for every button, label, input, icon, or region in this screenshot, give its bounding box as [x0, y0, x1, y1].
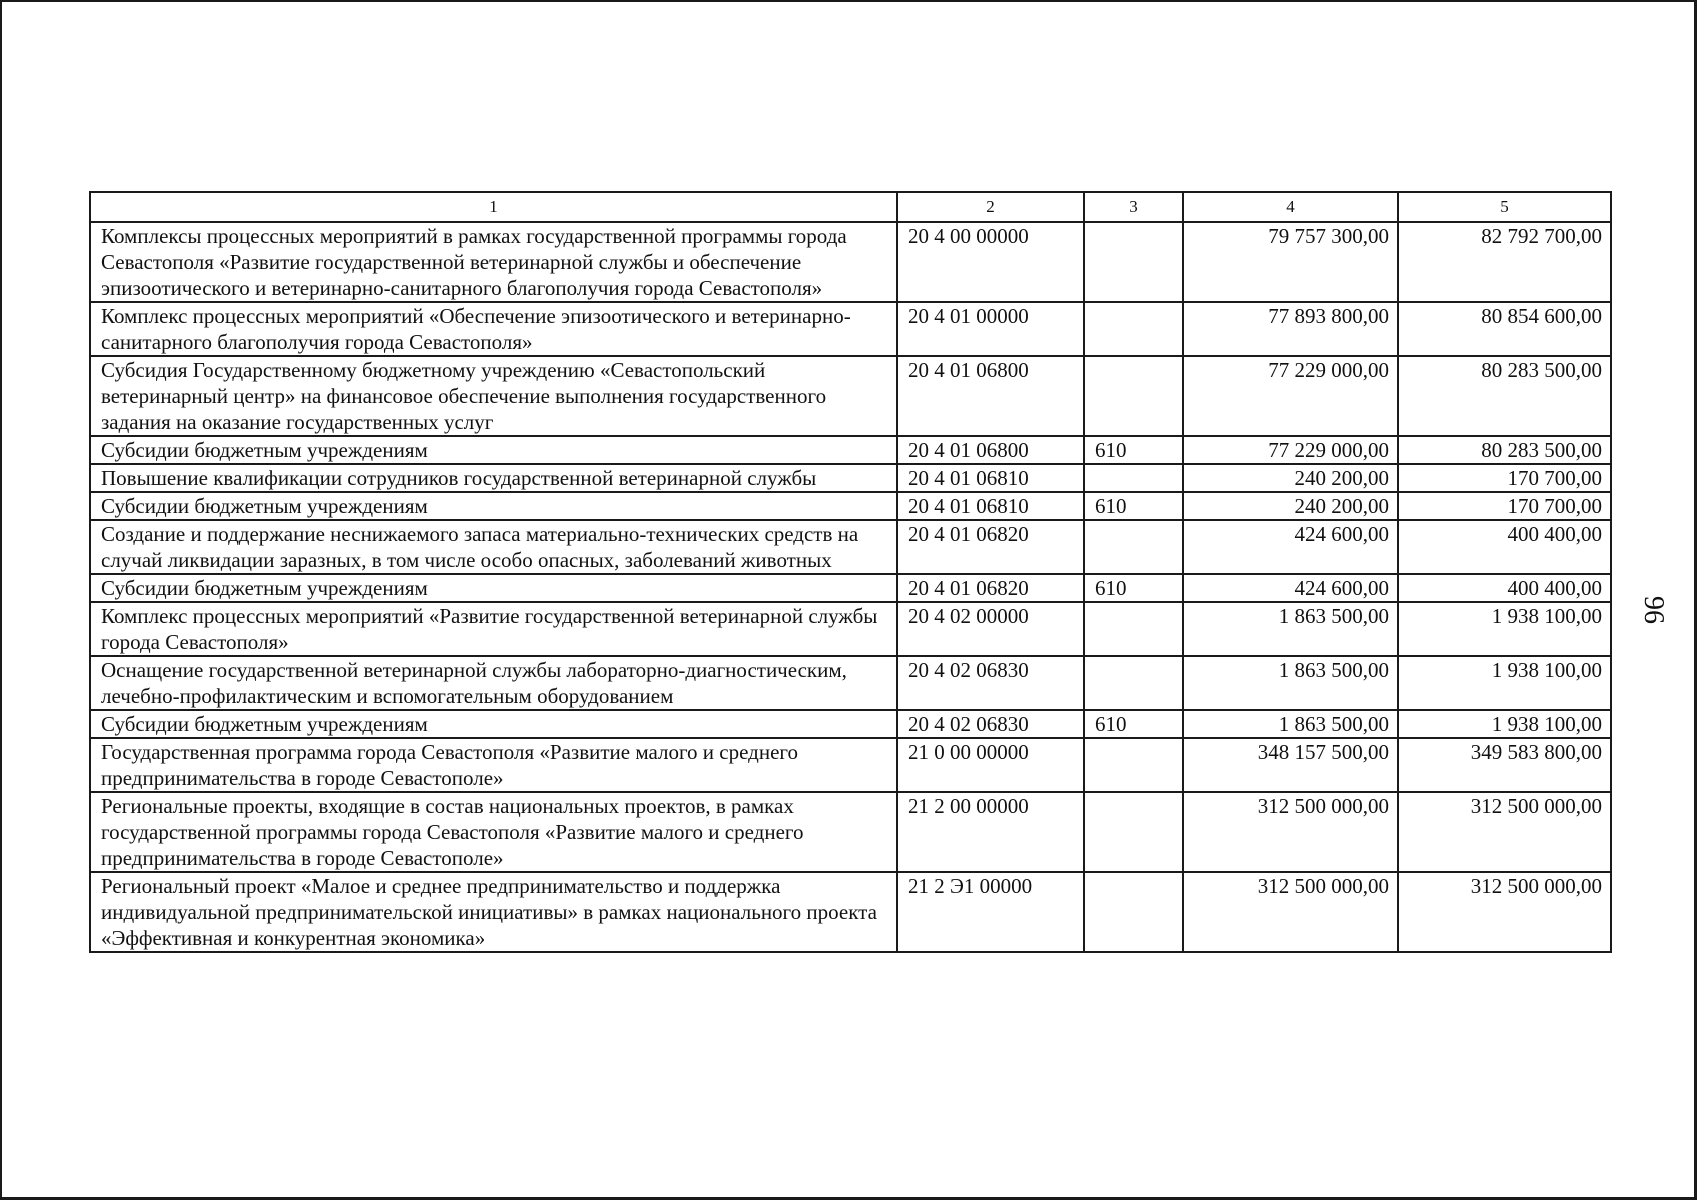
table-row — [90, 792, 1611, 872]
row-sum-2025-cell: 312 500 000,00 — [1398, 872, 1611, 952]
row-name-cell: Государственная программа города Севастополя «Развитие малого и среднего предпринимательства в городе Севастополе» — [90, 738, 897, 792]
row-code-cell: 20 4 00 00000 — [897, 222, 1084, 302]
table-row — [90, 464, 1611, 492]
row-sum-2024-cell: 77 893 800,00 — [1183, 302, 1398, 356]
row-vr-cell — [1084, 356, 1183, 436]
row-vr-cell — [1084, 872, 1183, 952]
row-vr-cell: 610 — [1084, 436, 1183, 464]
row-name-cell: Комплекс процессных мероприятий «Развитие государственной ветеринарной службы города Севастополя» — [90, 602, 897, 656]
row-vr-cell — [1084, 792, 1183, 872]
row-code-cell: 20 4 01 06810 — [897, 492, 1084, 520]
row-sum-2025-cell: 312 500 000,00 — [1398, 792, 1611, 872]
header-col-2: 2 — [897, 192, 1084, 222]
row-vr-cell — [1084, 602, 1183, 656]
row-vr-cell: 610 — [1084, 710, 1183, 738]
row-vr-cell: 610 — [1084, 492, 1183, 520]
row-code-cell: 20 4 02 06830 — [897, 710, 1084, 738]
row-name-cell: Повышение квалификации сотрудников государственной ветеринарной службы — [90, 464, 897, 492]
row-sum-2025-cell: 349 583 800,00 — [1398, 738, 1611, 792]
table-row — [90, 520, 1611, 574]
row-sum-2025-cell: 1 938 100,00 — [1398, 656, 1611, 710]
row-code-cell: 20 4 01 06800 — [897, 356, 1084, 436]
row-sum-2024-cell: 77 229 000,00 — [1183, 356, 1398, 436]
row-sum-2024-cell: 1 863 500,00 — [1183, 602, 1398, 656]
table-row — [90, 436, 1611, 464]
page-number: 96 — [1638, 596, 1669, 624]
table-header-row — [90, 192, 1611, 222]
row-sum-2024-cell: 1 863 500,00 — [1183, 656, 1398, 710]
row-name-cell: Субсидия Государственному бюджетному учреждению «Севастопольский ветеринарный центр» на финансовое обеспечение выполнения государственного задания на оказание государственных услуг — [90, 356, 897, 436]
row-code-cell: 21 2 Э1 00000 — [897, 872, 1084, 952]
table-row — [90, 302, 1611, 356]
row-sum-2025-cell: 170 700,00 — [1398, 492, 1611, 520]
row-sum-2024-cell: 240 200,00 — [1183, 464, 1398, 492]
row-sum-2024-cell: 424 600,00 — [1183, 520, 1398, 574]
table-row — [90, 738, 1611, 792]
row-sum-2024-cell: 312 500 000,00 — [1183, 872, 1398, 952]
table-row — [90, 356, 1611, 436]
row-sum-2024-cell: 312 500 000,00 — [1183, 792, 1398, 872]
row-name-cell: Субсидии бюджетным учреждениям — [90, 574, 897, 602]
row-vr-cell — [1084, 222, 1183, 302]
row-vr-cell — [1084, 464, 1183, 492]
row-code-cell: 20 4 01 06820 — [897, 574, 1084, 602]
row-name-cell: Создание и поддержание неснижаемого запаса материально-технических средств на случай ликвидации заразных, в том числе особо опасных, заболеваний животных — [90, 520, 897, 574]
row-vr-cell — [1084, 656, 1183, 710]
row-sum-2025-cell: 400 400,00 — [1398, 574, 1611, 602]
row-sum-2025-cell: 80 283 500,00 — [1398, 436, 1611, 464]
row-sum-2025-cell: 80 854 600,00 — [1398, 302, 1611, 356]
row-name-cell: Субсидии бюджетным учреждениям — [90, 436, 897, 464]
row-code-cell: 20 4 02 06830 — [897, 656, 1084, 710]
row-sum-2025-cell: 1 938 100,00 — [1398, 710, 1611, 738]
row-sum-2024-cell: 348 157 500,00 — [1183, 738, 1398, 792]
table-row — [90, 574, 1611, 602]
table-row — [90, 872, 1611, 952]
table-row — [90, 656, 1611, 710]
row-name-cell: Субсидии бюджетным учреждениям — [90, 492, 897, 520]
row-sum-2025-cell: 80 283 500,00 — [1398, 356, 1611, 436]
row-sum-2024-cell: 240 200,00 — [1183, 492, 1398, 520]
table-body — [90, 222, 1611, 952]
row-vr-cell — [1084, 520, 1183, 574]
budget-table — [89, 191, 1612, 953]
row-name-cell: Комплекс процессных мероприятий «Обеспечение эпизоотического и ветеринарно-санитарного благополучия города Севастополя» — [90, 302, 897, 356]
table-row — [90, 602, 1611, 656]
row-sum-2024-cell: 77 229 000,00 — [1183, 436, 1398, 464]
row-code-cell: 21 0 00 00000 — [897, 738, 1084, 792]
row-code-cell: 20 4 01 06800 — [897, 436, 1084, 464]
row-code-cell: 20 4 01 06820 — [897, 520, 1084, 574]
header-col-4: 4 — [1183, 192, 1398, 222]
header-col-3: 3 — [1084, 192, 1183, 222]
row-code-cell: 20 4 01 00000 — [897, 302, 1084, 356]
row-code-cell: 21 2 00 00000 — [897, 792, 1084, 872]
row-name-cell: Субсидии бюджетным учреждениям — [90, 710, 897, 738]
row-vr-cell — [1084, 738, 1183, 792]
row-name-cell: Региональный проект «Малое и среднее предпринимательство и поддержка индивидуальной предпринимательской инициативы» в рамках национального проекта «Эффективная и конкурентная экономика» — [90, 872, 897, 952]
row-vr-cell: 610 — [1084, 574, 1183, 602]
header-col-1: 1 — [90, 192, 897, 222]
row-code-cell: 20 4 02 00000 — [897, 602, 1084, 656]
row-sum-2024-cell: 424 600,00 — [1183, 574, 1398, 602]
row-name-cell: Региональные проекты, входящие в состав национальных проектов, в рамках государственной программы города Севастополя «Развитие малого и среднего предпринимательства в городе Севастополе» — [90, 792, 897, 872]
row-vr-cell — [1084, 302, 1183, 356]
row-sum-2025-cell: 82 792 700,00 — [1398, 222, 1611, 302]
table-row — [90, 492, 1611, 520]
table-row — [90, 222, 1611, 302]
row-sum-2024-cell: 1 863 500,00 — [1183, 710, 1398, 738]
row-name-cell: Комплексы процессных мероприятий в рамках государственной программы города Севастополя «Развитие государственной ветеринарной службы и обеспечение эпизоотического и ветеринарно-санитарного благополучия города Севастополя» — [90, 222, 897, 302]
header-col-5: 5 — [1398, 192, 1611, 222]
row-sum-2025-cell: 400 400,00 — [1398, 520, 1611, 574]
row-sum-2025-cell: 170 700,00 — [1398, 464, 1611, 492]
row-name-cell: Оснащение государственной ветеринарной службы лабораторно-диагностическим, лечебно-профилактическим и вспомогательным оборудованием — [90, 656, 897, 710]
row-code-cell: 20 4 01 06810 — [897, 464, 1084, 492]
table-row — [90, 710, 1611, 738]
row-sum-2024-cell: 79 757 300,00 — [1183, 222, 1398, 302]
row-sum-2025-cell: 1 938 100,00 — [1398, 602, 1611, 656]
